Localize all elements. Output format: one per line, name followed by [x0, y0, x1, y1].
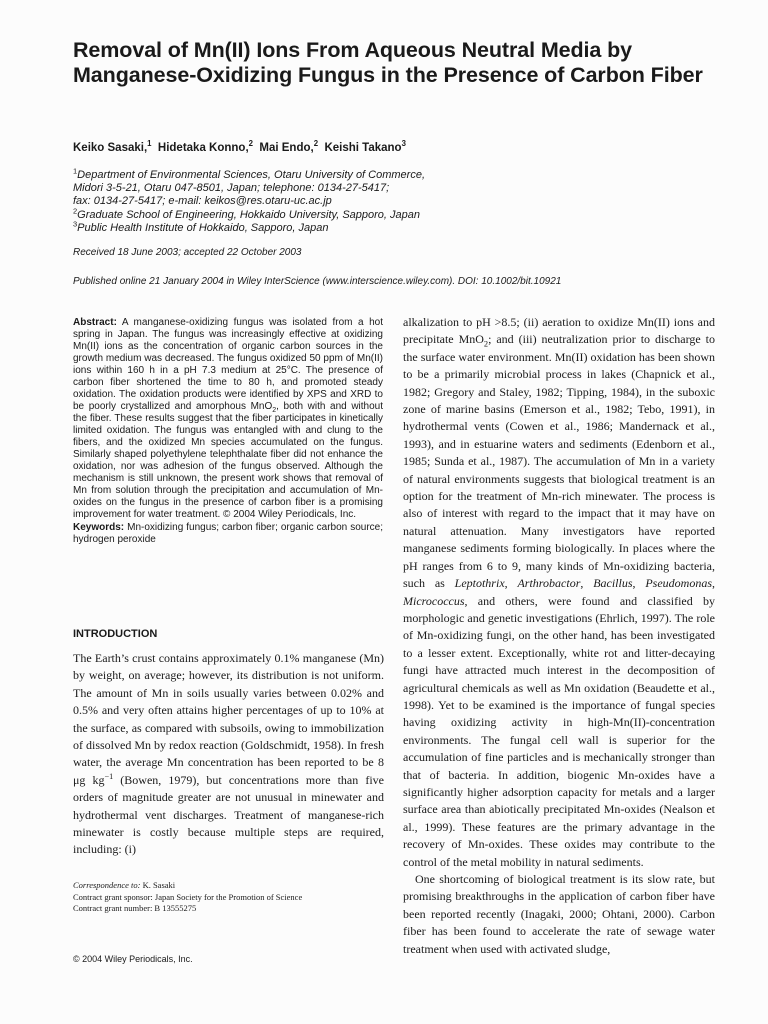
keywords-label: Keywords:: [73, 522, 125, 533]
author-list: [73, 139, 713, 154]
affiliation-1: $^1$Department of Environmental Sciences, Otaru University of Commerce,: [73, 166, 426, 181]
grant-number: Contract grant number: B 13555275: [73, 903, 197, 913]
introduction-paragraph-2: One shortcoming of biological treatment is its slow rate, but promising breakthroughs in the application of carbon fiber have been reported recently (Inagaki, 2000; Ohtani, 2000). Carbon fiber has been found to accelerate the rate of sewage water treatment when used with activated sludge,: [403, 872, 715, 956]
correspondence: Correspondence to: K. Sasaki: [73, 880, 176, 890]
introduction-paragraph-continued: alkalization to pH >8.5; (ii) aeration to oxidize Mn(II) ions and precipitate MnO$_2$; and (iii) neutralization prior to discharge to the surface water environment. Mn(II) oxidation has been shown to be a primarily microbial process in lakes (Chapnick et al., 1982; Gregory and Staley, 1982; Tipping, 1984), in the suboxic zone of marine basins (Emerson et al., 1982; Tebo, 1991), in hydrothermal vents (Cowen et al., 1986; Mandernack et al., 1993), and in estuarine waters and sediments (Edenborn et al., 1985; Sunda et al., 1987). The accumulation of Mn in a variety of natural environments suggests that biological treatment is an option for the treatment of Mn-rich minewater. The process is also of interest with regard to the impact that it may have on natural attenuation. Many investigators have reported manganese sediments forming biologically. In places where the pH ranges from 6 to 9, many kinds of Mn-oxidizing bacteria, such as Leptothrix, Arthrobactor, Bacillus, Pseudomonas, Micrococcus, and others, were found and classified by morphologic and genetic investigations (Ehrlich, 1997). The role of Mn-oxidizing fungi, on the other hand, has been investigated to a lesser extent. Exceptionally, white rot and litter-decaying fungi have attracted much interest in the decomposition of agricultural chemicals as well as Mn oxidation (Beaudette et al., 1998). Yet to be examined is the importance of fungal species having oxidizing activity in high-Mn(II)-concentration environments. The fungal cell wall is superior for the accumulation of fine particles and is mechanically stronger than that of bacteria. In addition, biogenic Mn-oxides have a significantly higher adsorption capacity for metals and a larger surface area than abiotically precipitated Mn-oxides (Nealson et al., 1999). These features are the primary advantage in the recovery of Mn-oxides. These oxides may contribute to the control of the metal mobility in natural sediments.: [403, 315, 716, 869]
affiliation-1-contact: fax: 0134-27-5417; e-mail: keikos@res.otaru-uc.ac.jp: [73, 195, 332, 208]
section-heading-introduction: INTRODUCTION: [73, 628, 158, 640]
affiliations: [73, 166, 713, 235]
author-3: Mai Endo,$^2$: [259, 139, 319, 154]
abstract: Abstract: A manganese-oxidizing fungus was isolated from a hot spring in Japan. The fungus was increasingly effective at oxidizing Mn(II) ions as the concentration of organic carbon sources in the growth medium was decreased. The fungus oxidized 50 ppm of Mn(II) ions within 160 h in a pH 7.3 medium at 25°C. The presence of carbon fiber shortened the time to 80 h, and promoted steady oxidation. The oxidation products were identified by XPS and XRD to be poorly crystallized and amorphous MnO$_2$, both with and without the fiber. These results suggest that the fiber participates in kinetically limited oxidation. The fungus was entangled with and clung to the fibers, and the oxidized Mn species accumulated on the fungus. Similarly shaped polyethylene telephthalate fiber did not enhance the oxidation, nor was adhesion of the fungus observed. Although the mechanism is still unknown, the present work shows that removal of Mn from solution through the precipitation and accumulation of Mn-oxides on the fungus in the presence of carbon fiber is a promising improvement for water treatment. © 2004 Wiley Periodicals, Inc.: [73, 317, 384, 520]
footnote: [73, 880, 384, 915]
received-date: Received 18 June 2003; accepted 22 October 2003: [73, 247, 302, 258]
abstract-copyright: © 2004 Wiley Periodicals, Inc.: [220, 509, 357, 520]
affiliation-2: $^2$Graduate School of Engineering, Hokkaido University, Sapporo, Japan: [73, 205, 420, 221]
right-column: [403, 314, 715, 958]
author-4: Keishi Takano$^3$: [324, 139, 406, 154]
copyright-notice: © 2004 Wiley Periodicals, Inc.: [73, 954, 193, 964]
abstract-section: [73, 317, 383, 546]
keywords: Keywords: Mn-oxidizing fungus; carbon fiber; organic carbon source; hydrogen peroxide: [73, 522, 383, 545]
grant-sponsor: Contract grant sponsor: Japan Society for the Promotion of Science: [73, 891, 303, 902]
abstract-label: Abstract:: [73, 317, 117, 328]
paper-title: Removal of Mn(II) Ions From Aqueous Neutral Media by Manganese-Oxidizing Fungus in the Presence of Carbon Fiber: [73, 38, 703, 87]
publication-info: Published online 21 January 2004 in Wiley InterScience (www.interscience.wiley.com). DOI: 10.1002/bit.10921: [73, 276, 562, 287]
introduction-paragraph-1: The Earth’s crust contains approximately 0.1% manganese (Mn) by weight, on average; however, its distribution is not uniform. The amount of Mn in soils usually varies between 0.02% and 0.5% and very often attains higher percentages of up to 10% at the surface, as compared with subsoils, owing to immobilization of dissolved Mn by redox reaction (Goldschmidt, 1958). In fresh water, the average Mn concentration has been reported to be 8 μg $kg^{-1}$ (Bowen, 1979), but concentrations more than five orders of magnitude greater are not unusual in minewater and hydrothermal vent discharges. Treatment of manganese-rich minewater is costly because multiple steps are required, including: (i): [73, 651, 384, 857]
affiliation-3: $^3$Public Health Institute of Hokkaido, Sapporo, Japan: [73, 219, 329, 234]
affiliation-1-address: Midori 3-5-21, Otaru 047-8501, Japan; telephone: 0134-27-5417;: [73, 182, 390, 195]
author-1: Keiko Sasaki,$^1$: [73, 139, 152, 154]
author-2: Hidetaka Konno,$^2$: [157, 139, 253, 154]
